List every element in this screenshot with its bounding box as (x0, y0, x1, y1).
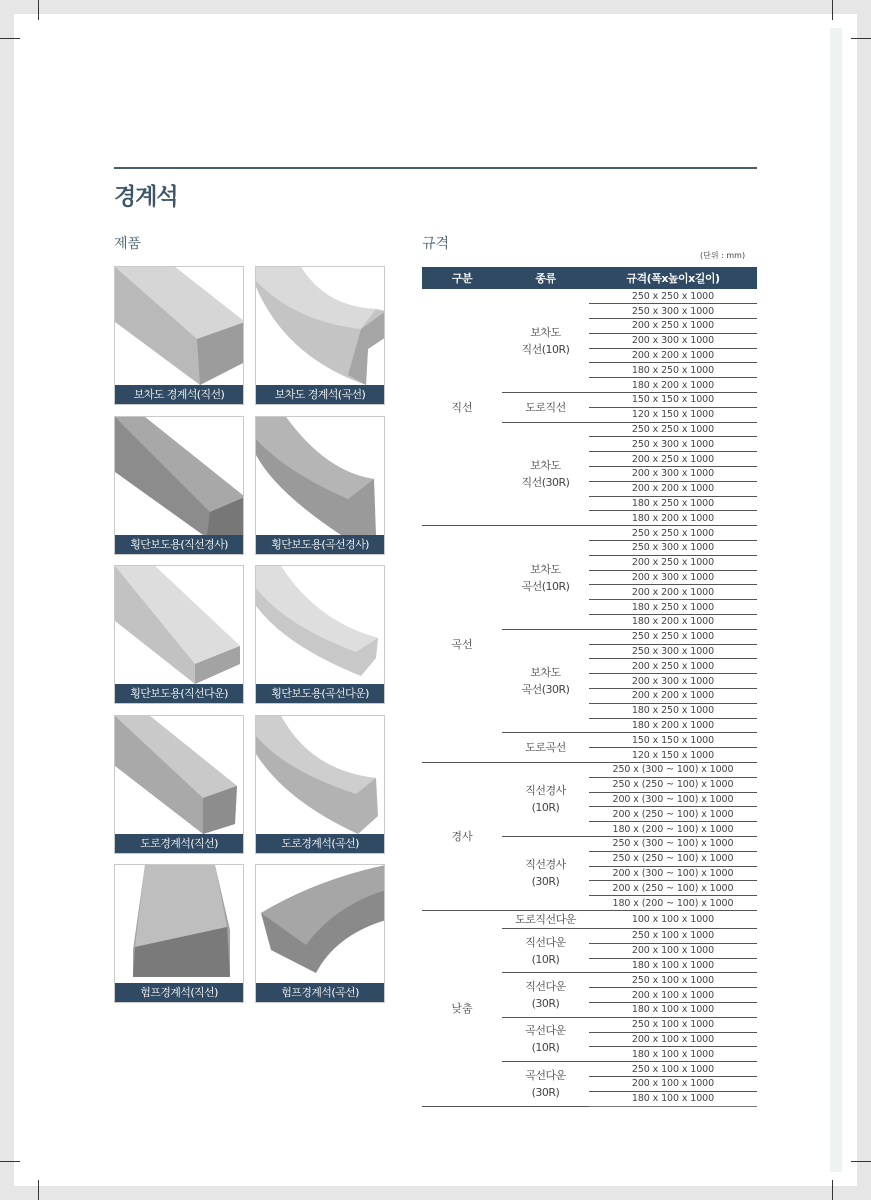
size-cell: 180 x (200 ~ 100) x 1000 (589, 822, 757, 837)
crop-mark (832, 0, 833, 20)
size-cell: 180 x 100 x 1000 (589, 1002, 757, 1017)
curb-curved-icon (256, 267, 385, 386)
crop-mark (851, 1161, 871, 1162)
size-cell: 200 x 100 x 1000 (589, 988, 757, 1003)
table-row (422, 763, 757, 778)
type-cell: 보차도 곡선(30R) (502, 629, 589, 733)
product-caption: 보차도 경계석(직선) (114, 385, 244, 405)
product-caption: 횡단보도용(곡선경사) (255, 535, 385, 555)
crop-mark (0, 38, 20, 39)
products-heading: 제품 (114, 236, 142, 252)
type-cell: 도로곡선 (502, 733, 589, 763)
size-cell: 180 x 250 x 1000 (589, 496, 757, 511)
size-cell: 200 x (250 ~ 100) x 1000 (589, 881, 757, 896)
type-cell: 도로직선다운 (502, 910, 589, 928)
type-cell: 보차도 직선(30R) (502, 422, 589, 526)
size-cell: 200 x (300 ~ 100) x 1000 (589, 792, 757, 807)
size-cell: 180 x 200 x 1000 (589, 378, 757, 393)
size-cell: 120 x 150 x 1000 (589, 748, 757, 763)
size-cell: 250 x (250 ~ 100) x 1000 (589, 777, 757, 792)
product-card (114, 565, 244, 704)
spec-table (422, 267, 757, 1107)
curb-straight-down-icon (115, 566, 244, 685)
size-cell: 200 x 250 x 1000 (589, 659, 757, 674)
table-row (422, 289, 757, 304)
size-cell: 200 x 250 x 1000 (589, 555, 757, 570)
header-size: 규격(폭x높이x길이) (589, 267, 757, 289)
size-cell: 180 x 200 x 1000 (589, 511, 757, 526)
size-cell: 200 x 100 x 1000 (589, 1032, 757, 1047)
table-row (422, 910, 757, 928)
size-cell: 120 x 150 x 1000 (589, 407, 757, 422)
size-cell: 180 x (200 ~ 100) x 1000 (589, 896, 757, 911)
size-cell: 200 x (300 ~ 100) x 1000 (589, 866, 757, 881)
category-cell: 곡선 (422, 526, 502, 763)
page-title: 경계석 (114, 184, 178, 210)
size-cell: 250 x 300 x 1000 (589, 304, 757, 319)
type-cell: 직선다운 (30R) (502, 973, 589, 1017)
title-rule (114, 167, 757, 169)
product-card (114, 416, 244, 555)
size-cell: 150 x 150 x 1000 (589, 733, 757, 748)
size-cell: 250 x 100 x 1000 (589, 973, 757, 988)
size-cell: 250 x 250 x 1000 (589, 422, 757, 437)
size-cell: 200 x 300 x 1000 (589, 333, 757, 348)
table-row (422, 526, 757, 541)
size-cell: 180 x 100 x 1000 (589, 1047, 757, 1062)
crop-mark (0, 1161, 20, 1162)
size-cell: 180 x 100 x 1000 (589, 958, 757, 973)
size-cell: 250 x 100 x 1000 (589, 1062, 757, 1077)
size-cell: 180 x 250 x 1000 (589, 600, 757, 615)
header-category: 구분 (422, 267, 502, 289)
type-cell: 곡선다운 (30R) (502, 1062, 589, 1106)
product-card (114, 715, 244, 854)
header-type: 종류 (502, 267, 589, 289)
size-cell: 250 x 100 x 1000 (589, 928, 757, 943)
size-cell: 250 x (250 ~ 100) x 1000 (589, 851, 757, 866)
size-cell: 250 x 300 x 1000 (589, 644, 757, 659)
product-card (255, 864, 385, 1003)
product-caption: 도로경계석(곡선) (255, 834, 385, 854)
product-caption: 횡단보도용(직선다운) (114, 684, 244, 704)
product-card (255, 715, 385, 854)
size-cell: 200 x (250 ~ 100) x 1000 (589, 807, 757, 822)
size-cell: 250 x 250 x 1000 (589, 526, 757, 541)
size-cell: 200 x 200 x 1000 (589, 348, 757, 363)
type-cell: 직선경사 (30R) (502, 836, 589, 910)
type-cell: 곡선다운 (10R) (502, 1017, 589, 1061)
size-cell: 250 x 250 x 1000 (589, 629, 757, 644)
crop-mark (38, 0, 39, 20)
crop-mark (832, 1180, 833, 1200)
size-cell: 250 x (300 ~ 100) x 1000 (589, 763, 757, 778)
page-edge-strip (830, 28, 842, 1172)
product-caption: 보차도 경계석(곡선) (255, 385, 385, 405)
road-curb-curved-icon (256, 716, 385, 835)
hump-curb-straight-icon (115, 865, 244, 984)
category-cell: 낮춤 (422, 910, 502, 1106)
curb-curved-slope-icon (256, 417, 385, 536)
size-cell: 200 x 200 x 1000 (589, 689, 757, 704)
size-cell: 200 x 300 x 1000 (589, 467, 757, 482)
category-cell: 직선 (422, 289, 502, 526)
size-cell: 200 x 100 x 1000 (589, 943, 757, 958)
product-caption: 횡단보도용(직선경사) (114, 535, 244, 555)
spec-header-row (422, 267, 757, 289)
unit-note: (단위 : mm) (700, 251, 746, 260)
type-cell: 직선경사 (10R) (502, 763, 589, 837)
type-cell: 보차도 곡선(10R) (502, 526, 589, 630)
curb-curved-down-icon (256, 566, 385, 685)
product-caption: 도로경계석(직선) (114, 834, 244, 854)
size-cell: 200 x 100 x 1000 (589, 1076, 757, 1091)
specs-heading: 규격 (422, 236, 450, 252)
product-card (114, 266, 244, 405)
size-cell: 180 x 250 x 1000 (589, 363, 757, 378)
crop-mark (38, 1180, 39, 1200)
product-card (114, 864, 244, 1003)
size-cell: 250 x 300 x 1000 (589, 437, 757, 452)
product-card (255, 565, 385, 704)
product-caption: 횡단보도용(곡선다운) (255, 684, 385, 704)
road-curb-straight-icon (115, 716, 244, 835)
size-cell: 200 x 250 x 1000 (589, 452, 757, 467)
size-cell: 250 x 100 x 1000 (589, 1017, 757, 1032)
type-cell: 직선다운 (10R) (502, 928, 589, 972)
product-caption: 험프경계석(직선) (114, 983, 244, 1003)
size-cell: 180 x 200 x 1000 (589, 615, 757, 630)
hump-curb-curved-icon (256, 865, 385, 984)
crop-mark (851, 38, 871, 39)
product-card (255, 416, 385, 555)
product-card (255, 266, 385, 405)
curb-straight-icon (115, 267, 244, 386)
size-cell: 200 x 300 x 1000 (589, 674, 757, 689)
size-cell: 200 x 250 x 1000 (589, 319, 757, 334)
size-cell: 180 x 100 x 1000 (589, 1091, 757, 1106)
curb-straight-slope-icon (115, 417, 244, 536)
product-caption: 험프경계석(곡선) (255, 983, 385, 1003)
size-cell: 180 x 200 x 1000 (589, 718, 757, 733)
size-cell: 200 x 200 x 1000 (589, 481, 757, 496)
size-cell: 180 x 250 x 1000 (589, 703, 757, 718)
size-cell: 250 x 300 x 1000 (589, 541, 757, 556)
type-cell: 도로직선 (502, 393, 589, 423)
size-cell: 200 x 300 x 1000 (589, 570, 757, 585)
size-cell: 250 x (300 ~ 100) x 1000 (589, 836, 757, 851)
type-cell: 보차도 직선(10R) (502, 289, 589, 393)
size-cell: 100 x 100 x 1000 (589, 910, 757, 928)
size-cell: 250 x 250 x 1000 (589, 289, 757, 304)
size-cell: 200 x 200 x 1000 (589, 585, 757, 600)
size-cell: 150 x 150 x 1000 (589, 393, 757, 408)
category-cell: 경사 (422, 763, 502, 911)
